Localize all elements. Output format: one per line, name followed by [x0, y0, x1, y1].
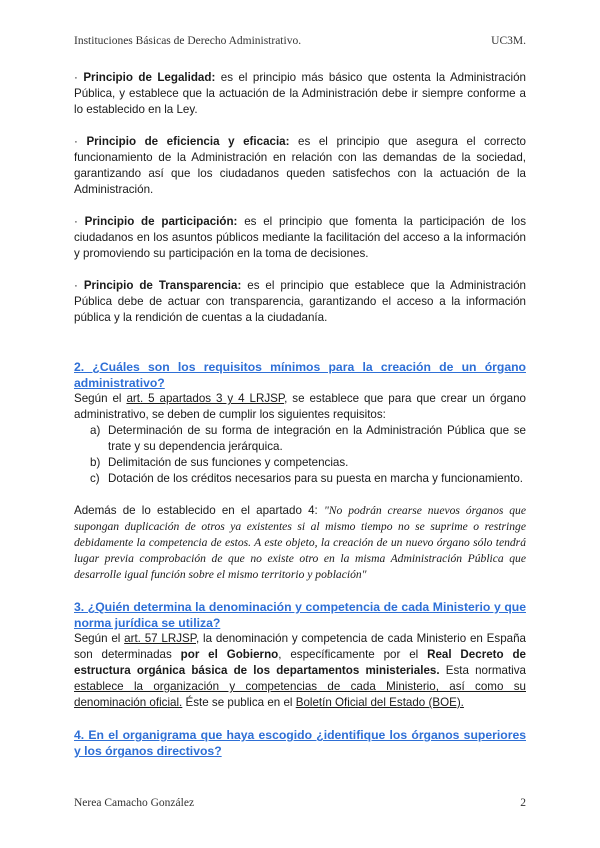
- question-3-answer: [74, 631, 526, 711]
- spacer: [74, 487, 526, 503]
- author-name: Nerea Camacho González: [74, 797, 195, 809]
- list-marker: b): [90, 456, 101, 469]
- page-header: [74, 35, 526, 47]
- list-marker: a): [90, 424, 101, 437]
- principle-name: Principio de participación:: [84, 215, 238, 228]
- question-2-extra: [74, 503, 526, 583]
- requirements-list: [74, 423, 526, 487]
- principle-text: es el principio que fomenta la participación de los ciudadanos en los asuntos públicos mediante la facilitación del acceso a la información y promoviendo su participación en la toma de decisiones.: [74, 215, 526, 260]
- bullet: ·: [74, 135, 78, 148]
- principle-transparencia: [74, 278, 526, 326]
- principle-text: es el principio que asegura el correcto funcionamiento de la Administración en relación con las demandas de la sociedad, garantizando así que los ciudadanos queden satisfechos con la actuación de la Administración.: [74, 135, 526, 196]
- answer-text: , específicamente por el: [278, 648, 428, 661]
- document-title: Instituciones Básicas de Derecho Administrativo.: [74, 35, 302, 47]
- list-item: [90, 423, 526, 455]
- page-footer: [74, 797, 526, 809]
- list-item-text: Delimitación de sus funciones y competencias.: [108, 456, 349, 469]
- principle-text: es el principio más básico que ostenta la Administración Pública, y establece que la actuación de la Administración debe ir siempre conforme a lo establecido en la Ley.: [74, 71, 526, 116]
- principle-eficiencia: [74, 134, 526, 198]
- extra-intro: Además de lo establecido en el apartado 4:: [74, 504, 324, 517]
- answer-underlined: Boletín Oficial del Estado (BOE).: [295, 696, 464, 709]
- page-number: 2: [520, 797, 526, 809]
- page-content: [74, 70, 526, 759]
- law-reference: art. 57 LRJSP: [124, 632, 196, 645]
- question-3-heading: 3. ¿Quién determina la denominación y competencia de cada Ministerio y que norma jurídica se utiliza?: [74, 600, 526, 630]
- question-2-heading: 2. ¿Cuáles son los requisitos mínimos para la creación de un órgano administrativo?: [74, 360, 526, 390]
- institution-name: UC3M.: [491, 35, 526, 47]
- bullet: ·: [74, 71, 78, 84]
- question-2-intro: [74, 391, 526, 423]
- intro-text: Según el: [74, 392, 127, 405]
- list-item-text: Determinación de su forma de integración en la Administración Pública que se trate y su dependencia jerárquica.: [108, 424, 526, 453]
- intro-text-rest: , se establece que para que crear un órgano administrativo, se deben de cumplir los siguientes requisitos:: [74, 392, 527, 421]
- list-item: [90, 471, 526, 487]
- answer-text: Éste se publica en el: [182, 696, 296, 709]
- answer-underlined: establece la organización y competencias de cada Ministerio, así como su denominación oficial.: [74, 680, 526, 709]
- list-item: [90, 455, 526, 471]
- list-marker: c): [90, 472, 100, 485]
- answer-text: Según el: [74, 632, 125, 645]
- answer-text: , la denominación y competencia de cada Ministerio en España son determinadas: [74, 632, 526, 661]
- principle-name: Principio de Transparencia:: [83, 279, 242, 292]
- question-4-heading: 4. En el organigrama que haya escogido ¿identifique los órganos superiores y los órganos directivos?: [74, 728, 526, 758]
- law-reference: art. 5 apartados 3 y 4 LRJSP: [126, 392, 285, 405]
- principle-name: Principio de Legalidad:: [83, 71, 216, 84]
- legal-quote: "No podrán crearse nuevos órganos que supongan duplicación de otros ya existentes si al mismo tiempo no se suprime o restringe debidamente la competencia de estos. A este objeto, la creación de un nuevo órgano sólo tendrá lugar previa comprobación de que no existe otro en la misma Administración Pública que desarrolle igual función sobre el mismo territorio y población": [74, 504, 526, 581]
- principle-name: Principio de eficiencia y eficacia:: [86, 135, 290, 148]
- principle-text: es el principio que establece que la Administración Pública debe de actuar con transparencia, garantizando el acceso a la información pública y la rendición de cuentas a la ciudadanía.: [74, 279, 526, 324]
- bullet: ·: [74, 279, 78, 292]
- bullet: ·: [74, 215, 78, 228]
- list-item-text: Dotación de los créditos necesarios para su puesta en marcha y funcionamiento.: [108, 472, 524, 485]
- answer-bold: por el Gobierno: [180, 648, 279, 661]
- principle-legalidad: [74, 70, 526, 118]
- answer-text: Esta normativa: [439, 664, 526, 677]
- principle-participacion: [74, 214, 526, 262]
- answer-bold: Real Decreto de estructura orgánica básica de los departamentos ministeriales.: [74, 648, 526, 677]
